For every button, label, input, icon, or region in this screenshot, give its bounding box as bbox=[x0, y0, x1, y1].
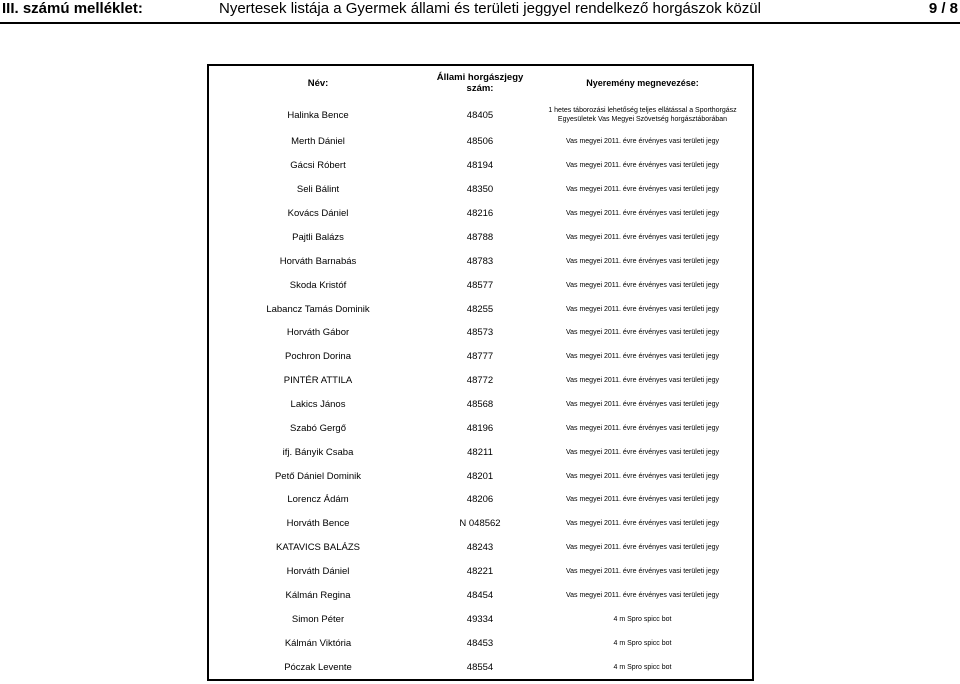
ticket-number: 48196 bbox=[466, 422, 494, 434]
winners-table bbox=[207, 64, 754, 681]
table-row bbox=[209, 249, 752, 273]
ticket-number: 48201 bbox=[466, 470, 494, 482]
table-row bbox=[209, 655, 752, 679]
winner-name: Szabó Gergő bbox=[290, 422, 346, 434]
ticket-number: 48255 bbox=[466, 303, 494, 315]
prize-description: Vas megyei 2011. évre érvényes vasi területi jegy bbox=[565, 186, 720, 194]
column-header-ticket-number: Állami horgászjegy szám: bbox=[436, 72, 524, 94]
winner-name: Horváth Barnabás bbox=[279, 255, 357, 267]
winner-name: Lakics János bbox=[290, 398, 346, 410]
page-header bbox=[0, 0, 960, 24]
prize-description: Vas megyei 2011. évre érvényes vasi területi jegy bbox=[565, 281, 720, 289]
prize-description: Vas megyei 2011. évre érvényes vasi területi jegy bbox=[565, 400, 720, 408]
winner-name: Kálmán Viktória bbox=[284, 637, 352, 649]
table-row bbox=[209, 297, 752, 321]
prize-description: 4 m Spro spicc bot bbox=[613, 639, 672, 647]
prize-description: Vas megyei 2011. évre érvényes vasi területi jegy bbox=[565, 377, 720, 385]
winner-name: Halinka Bence bbox=[287, 109, 349, 121]
table-row bbox=[209, 416, 752, 440]
prize-description: 4 m Spro spicc bot bbox=[613, 615, 672, 623]
winner-name: Horváth Bence bbox=[286, 518, 350, 530]
prize-description: Vas megyei 2011. évre érvényes vasi területi jegy bbox=[565, 305, 720, 313]
winner-name: Pochron Dorina bbox=[284, 351, 351, 363]
ticket-number: 48206 bbox=[466, 494, 494, 506]
ticket-number: 48577 bbox=[466, 279, 494, 291]
table-row bbox=[209, 464, 752, 488]
table-row bbox=[209, 536, 752, 560]
table-row bbox=[209, 631, 752, 655]
winner-name: Pajtli Balázs bbox=[292, 231, 344, 243]
winner-name: Seli Bálint bbox=[296, 184, 340, 196]
prize-description: Vas megyei 2011. évre érvényes vasi területi jegy bbox=[565, 448, 720, 456]
prize-description: Vas megyei 2011. évre érvényes vasi területi jegy bbox=[565, 210, 720, 218]
prize-description: Vas megyei 2011. évre érvényes vasi területi jegy bbox=[565, 233, 720, 241]
ticket-number: 48568 bbox=[466, 398, 494, 410]
table-row bbox=[209, 440, 752, 464]
prize-description: Vas megyei 2011. évre érvényes vasi területi jegy bbox=[565, 520, 720, 528]
winner-name: PINTÉR ATTILA bbox=[283, 375, 353, 387]
ticket-number: N 048562 bbox=[459, 518, 501, 530]
ticket-number: 49334 bbox=[466, 613, 494, 625]
ticket-number: 48453 bbox=[466, 637, 494, 649]
ticket-number: 48211 bbox=[467, 446, 493, 458]
table-row bbox=[209, 488, 752, 512]
table-row bbox=[209, 154, 752, 178]
page-number: 9 / 8 bbox=[928, 0, 958, 17]
column-header-name: Név: bbox=[307, 77, 329, 89]
ticket-number: 48243 bbox=[466, 542, 494, 554]
prize-description: Vas megyei 2011. évre érvényes vasi területi jegy bbox=[565, 353, 720, 361]
table-row bbox=[209, 345, 752, 369]
ticket-number: 48216 bbox=[466, 208, 494, 220]
winner-name: Merth Dániel bbox=[291, 136, 345, 148]
table-row bbox=[209, 178, 752, 202]
ticket-number: 48772 bbox=[466, 375, 494, 387]
ticket-number: 48221 bbox=[466, 566, 494, 578]
prize-description: Vas megyei 2011. évre érvényes vasi területi jegy bbox=[565, 544, 720, 552]
winner-name: Lorencz Ádám bbox=[287, 494, 349, 506]
winner-name: Pető Dániel Dominik bbox=[274, 470, 362, 482]
ticket-number: 48554 bbox=[466, 661, 494, 673]
prize-description: Vas megyei 2011. évre érvényes vasi területi jegy bbox=[565, 329, 720, 337]
winner-name: KATAVICS BALÁZS bbox=[276, 542, 360, 554]
page-title: Nyertesek listája a Gyermek állami és területi jeggyel rendelkező horgászok közül bbox=[219, 0, 761, 17]
ticket-number: 48573 bbox=[466, 327, 494, 339]
table-row bbox=[209, 100, 752, 130]
table-row bbox=[209, 273, 752, 297]
table-row bbox=[209, 512, 752, 536]
table-row bbox=[209, 321, 752, 345]
table-row bbox=[209, 607, 752, 631]
winner-name: Skoda Kristóf bbox=[289, 279, 347, 291]
winner-name: Kálmán Regina bbox=[285, 589, 351, 601]
annex-label: III. számú melléklet: bbox=[2, 0, 143, 17]
ticket-number: 48194 bbox=[466, 160, 494, 172]
winner-name: Gácsi Róbert bbox=[290, 160, 346, 172]
ticket-number: 48506 bbox=[466, 136, 494, 148]
prize-description: Vas megyei 2011. évre érvényes vasi területi jegy bbox=[565, 424, 720, 432]
column-header-prize: Nyeremény megnevezése: bbox=[586, 77, 699, 88]
ticket-number: 48350 bbox=[466, 184, 494, 196]
winner-name: Labancz Tamás Dominik bbox=[266, 303, 370, 315]
prize-description: Vas megyei 2011. évre érvényes vasi területi jegy bbox=[565, 496, 720, 504]
winner-name: Kovács Dániel bbox=[287, 208, 349, 220]
ticket-number: 48777 bbox=[466, 351, 494, 363]
table-row bbox=[209, 584, 752, 608]
prize-description: Vas megyei 2011. évre érvényes vasi területi jegy bbox=[565, 568, 720, 576]
table-row bbox=[209, 560, 752, 584]
table-row bbox=[209, 130, 752, 154]
table-header-row bbox=[209, 66, 752, 100]
prize-description: Vas megyei 2011. évre érvényes vasi területi jegy bbox=[565, 257, 720, 265]
ticket-number: 48405 bbox=[466, 109, 494, 121]
table-row bbox=[209, 225, 752, 249]
ticket-number: 48454 bbox=[466, 589, 494, 601]
prize-description: 4 m Spro spicc bot bbox=[613, 663, 672, 671]
winner-name: Horváth Gábor bbox=[286, 327, 350, 339]
ticket-number: 48783 bbox=[466, 255, 494, 267]
prize-description: 1 hetes táborozási lehetőség teljes ellátással a Sporthorgász Egyesületek Vas Megyei Szövetség horgásztáborában bbox=[548, 107, 737, 123]
winner-name: Póczak Levente bbox=[284, 661, 352, 673]
table-row bbox=[209, 393, 752, 417]
winner-name: Simon Péter bbox=[291, 613, 345, 625]
ticket-number: 48788 bbox=[466, 231, 494, 243]
prize-description: Vas megyei 2011. évre érvényes vasi területi jegy bbox=[565, 591, 720, 599]
table-row bbox=[209, 369, 752, 393]
table-row bbox=[209, 202, 752, 226]
prize-description: Vas megyei 2011. évre érvényes vasi területi jegy bbox=[565, 472, 720, 480]
prize-description: Vas megyei 2011. évre érvényes vasi területi jegy bbox=[565, 138, 720, 146]
winner-name: Horváth Dániel bbox=[286, 566, 350, 578]
winner-name: ifj. Bányik Csaba bbox=[282, 446, 354, 458]
prize-description: Vas megyei 2011. évre érvényes vasi területi jegy bbox=[565, 162, 720, 170]
